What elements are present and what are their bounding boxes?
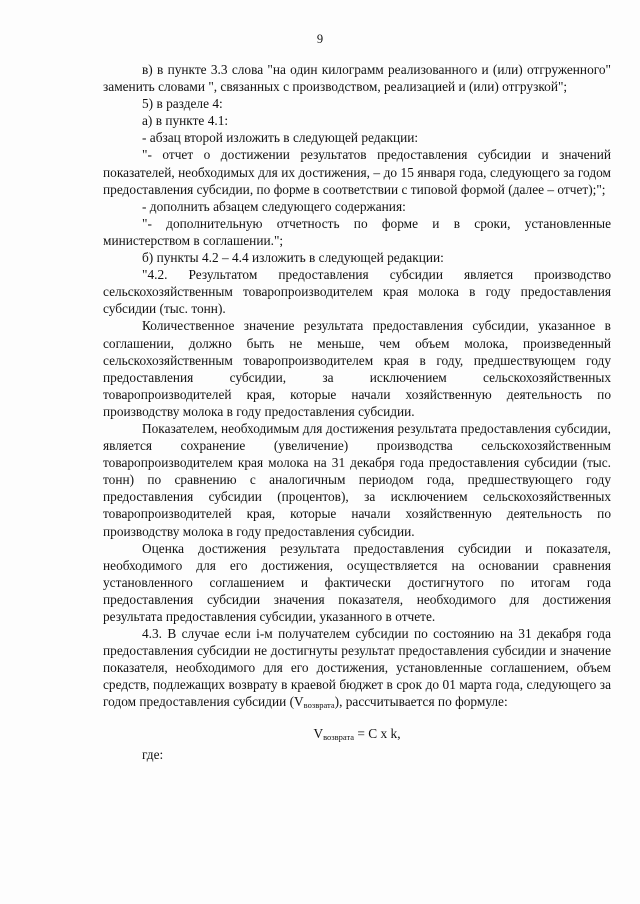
paragraph-4-3-text: 4.3. В случае если i-м получателем субсидии по состоянию на 31 декабря года предоставления субсидии не достигнуты результат предоставления субсидии и значение показателя, необходимого для его достижения, установленные соглашением, объем средств, подлежащих возврату в краевой бюджет в срок до 01 марта года, следующего за годом предоставления субсидии (V bbox=[103, 626, 611, 710]
paragraph-4-3 bbox=[103, 625, 611, 714]
paragraph: а) в пункте 4.1: bbox=[142, 113, 229, 129]
paragraph-4-3-tail: ), рассчитывается по формуле: bbox=[334, 694, 508, 710]
subscript-vozvrata: возврата bbox=[303, 700, 335, 711]
formula-lhs: V bbox=[313, 725, 324, 741]
paragraph: Показателем, необходимым для достижения результата предоставления субсидии, является сохранение (увеличение) производства сельскохозяйственным товаропроизводителем края молока на 31 декабря года предоставления субсидии (тыс. тонн) по сравнению с аналогичным периодом года, предшествующего году предоставления субсидии (процентов), за исключением сельскохозяйственных товаропроизводителей края, которые начали хозяйственную деятельность по производству молока в году предоставления субсидии. bbox=[103, 420, 611, 539]
where-label: где: bbox=[142, 746, 164, 762]
paragraph: "4.2. Результатом предоставления субсидии является производство сельскохозяйственным товаропроизводителем края молока в году предоставления субсидии (тыс. тонн). bbox=[103, 267, 611, 317]
paragraph: б) пункты 4.2 – 4.4 изложить в следующей редакции: bbox=[142, 250, 444, 266]
document-body bbox=[103, 61, 611, 763]
formula-rhs: = C x k, bbox=[354, 725, 401, 741]
paragraph: Количественное значение результата предоставления субсидии, указанное в соглашении, должно быть не меньше, чем объем молока, произведенный сельскохозяйственным товаропроизводителем края в году, предшествующем году предоставления субсидии, за исключением сельскохозяйственных товаропроизводителей края, которые начали хозяйственную деятельность по производству молока в году предоставления субсидии. bbox=[103, 318, 611, 419]
paragraph: в) в пункте 3.3 слова "на один килограмм реализованного и (или) отгруженного" заменить словами ", связанных с производством, реализацией и (или) отгрузкой"; bbox=[103, 62, 611, 95]
formula bbox=[103, 725, 611, 746]
page-number: 9 bbox=[316, 32, 324, 46]
paragraph: 5) в разделе 4: bbox=[142, 96, 223, 112]
formula-lhs-subscript: возврата bbox=[323, 731, 355, 742]
paragraph: "- дополнительную отчетность по форме и в сроки, установленные министерством в соглашении."; bbox=[103, 215, 611, 248]
paragraph: "- отчет о достижении результатов предоставления субсидии и значений показателей, необходимых для их достижения, – до 15 января года, следующего за годом предоставления субсидии, по форме в соответствии с типовой формой (далее – отчет);"; bbox=[103, 147, 611, 197]
paragraph: - дополнить абзацем следующего содержания: bbox=[142, 198, 406, 214]
paragraph: Оценка достижения результата предоставления субсидии и показателя, необходимого для его достижения, осуществляется на основании сравнения установленного соглашением и фактически достигнутого по итогам года предоставления субсидии значения показателя, необходимого для достижения результата предоставления субсидии, указанного в отчете. bbox=[103, 540, 611, 624]
paragraph: - абзац второй изложить в следующей редакции: bbox=[142, 130, 419, 146]
